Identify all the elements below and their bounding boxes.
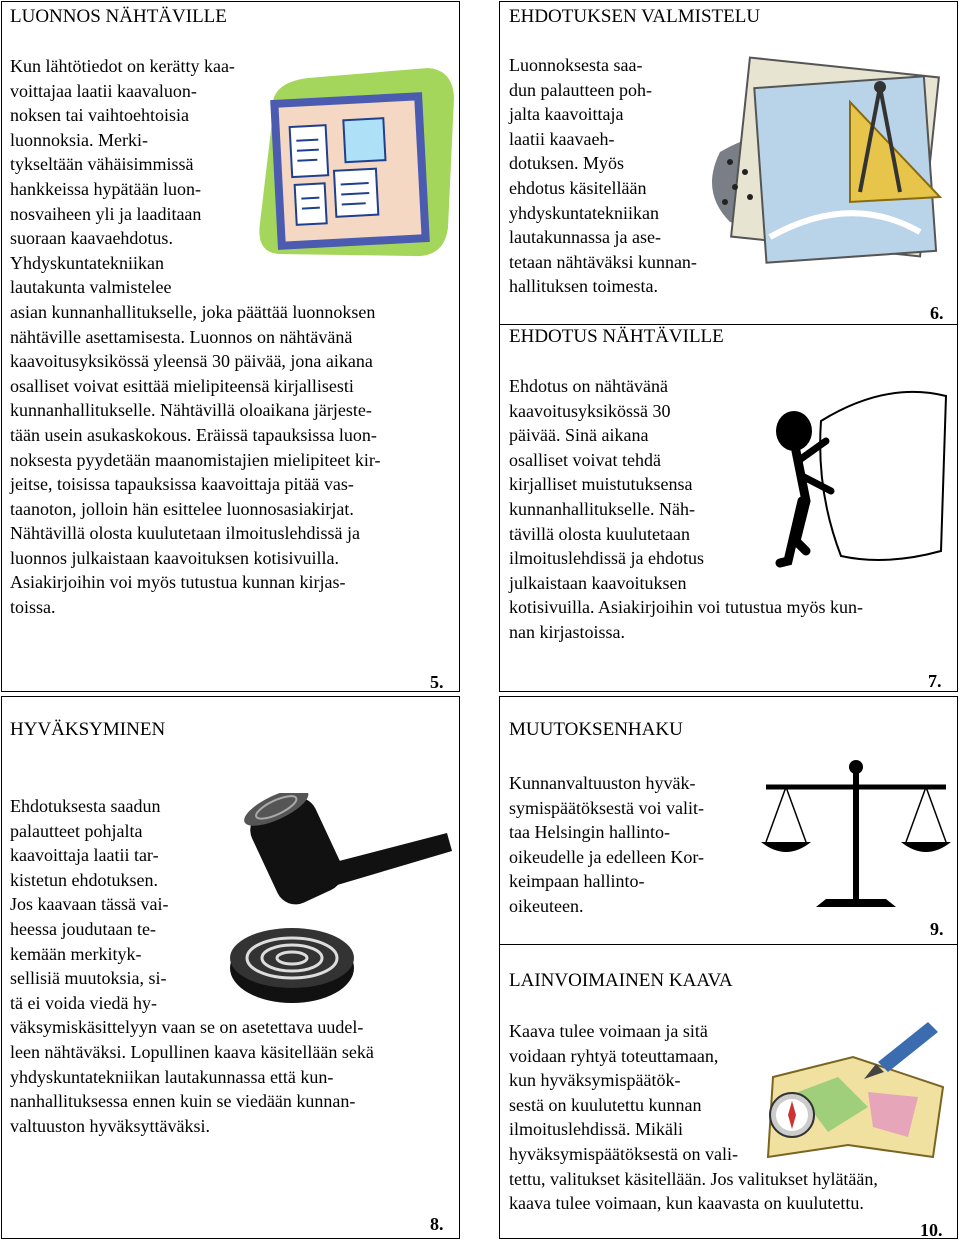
panel-number: 8. — [430, 1214, 444, 1234]
panel-ehdotuksen-valmistelu — [499, 1, 958, 326]
panel-number: 7. — [928, 671, 942, 691]
panel-title: MUUTOKSENHAKU — [509, 719, 683, 740]
panel-body-text: Ehdotuksesta saadun palautteet pohjalta kaavoittaja laatii tar- kistetun ehdotuksen. Jos kaavaan tässä vai- heessa joudutaan te- kemään merkityk- sellisiä muutoksia, si- tä ei voida viedä hy- väksymiskäsittelyyn vaan se on asetettava uudel- leen nähtäväksi. Lopullinen kaava käsitellään sekä yhdyskuntatekniikan lautakunnassa että kun- nanhallituksessa ennen kuin se viedään kunnan- valtuuston hyväksyttäväksi. — [10, 796, 374, 1136]
panel-body-text: Ehdotus on nähtävänä kaavoitusyksikössä 30 päivää. Sinä aikana osalliset voivat tehdä kirjalliset muistutuksensa kunnanhallitukselle. Näh- tävillä olosta kuulutetaan ilmoituslehdissä ja ehdotus julkaistaan kaavoituksen kotisivuilla. Asiakirjoihin voi tutustua myös kun- nan kirjastoissa. — [509, 376, 863, 642]
panel-title: HYVÄKSYMINEN — [10, 719, 166, 740]
panel-muutoksenhaku — [499, 696, 958, 946]
panel-title: LAINVOIMAINEN KAAVA — [509, 970, 733, 991]
panel-number: 10. — [920, 1220, 943, 1239]
panel-title: EHDOTUKSEN VALMISTELU — [509, 6, 761, 27]
panel-body-text: Kunnanvaltuuston hyväk- symispäätöksestä voi valit- taa Helsingin hallinto- oikeudelle ja edelleen Kor- keimpaan hallinto- oikeuteen. — [509, 773, 705, 916]
panel-number: 5. — [430, 672, 444, 692]
panel-title: LUONNOS NÄHTÄVILLE — [10, 6, 227, 27]
panel-ehdotus-nahtaville — [499, 324, 958, 692]
panel-number: 9. — [930, 919, 944, 939]
panel-body-text: Kaava tulee voimaan ja sitä voidaan ryhtyä toteuttamaan, kun hyväksymispäätök- sestä on kuulutettu kunnan ilmoituslehdissä. Mikäli hyväksymispäätöksestä on vali- tettu, valitukset käsitellään. Jos valitukset hylätään, kaava tulee voimaan, kun kaavasta on kuulutettu. — [509, 1021, 878, 1214]
panel-lainvoimainen-kaava — [499, 944, 958, 1239]
panel-body-text: Kun lähtötiedot on kerätty kaa- voittajaa laatii kaavaluon- noksen tai vaihtoehtoisia luonnoksia. Merki- tykseltään vähäisimmissä hankkeissa hypätään luon- nosvaiheen yli ja laaditaan suoraan kaavaehdotus. Yhdyskuntatekniikan lautakunta valmistelee asian kunnanhallitukselle, joka päättää luonnoksen nähtäville asettamisesta. Luonnos on nähtävänä kaavoitusyksikössä yleensä 30 päivää, jona aikana osalliset voivat esittää mielipiteensä kirjallisesti kunnanhallitukselle. Nähtävillä oloaikana järjeste- tään usein asukaskokous. Eräissä tapauksissa luon- noksesta pyydetään maanomistajien mielipiteet kir- jeitse, toisissa tapauksissa kaavoittaja pitää vas- taanoton, jolloin hän esittelee luonnosasiakirjat. Nähtävillä olosta kuulutetaan ilmoituslehdissä ja luonnos julkaistaan kaavoituksen kotisivuilla. Asiakirjoihin voi myös tutustua kunnan kirjas- toissa. — [10, 56, 381, 618]
panel-body-text: Luonnoksesta saa- dun palautteen poh- jalta kaavoittaja laatii kaavaeh- dotuksen. Myös ehdotus käsitellään yhdyskuntatekniikan lautakunnassa ja ase- tetaan nähtäväksi kunnan- hallituksen toimesta. — [509, 55, 697, 297]
panel-luonnos-nahtaville — [1, 1, 460, 692]
panel-hyvaksyminen — [1, 696, 460, 1239]
panel-number: 6. — [930, 303, 944, 323]
panel-title: EHDOTUS NÄHTÄVILLE — [509, 326, 724, 347]
